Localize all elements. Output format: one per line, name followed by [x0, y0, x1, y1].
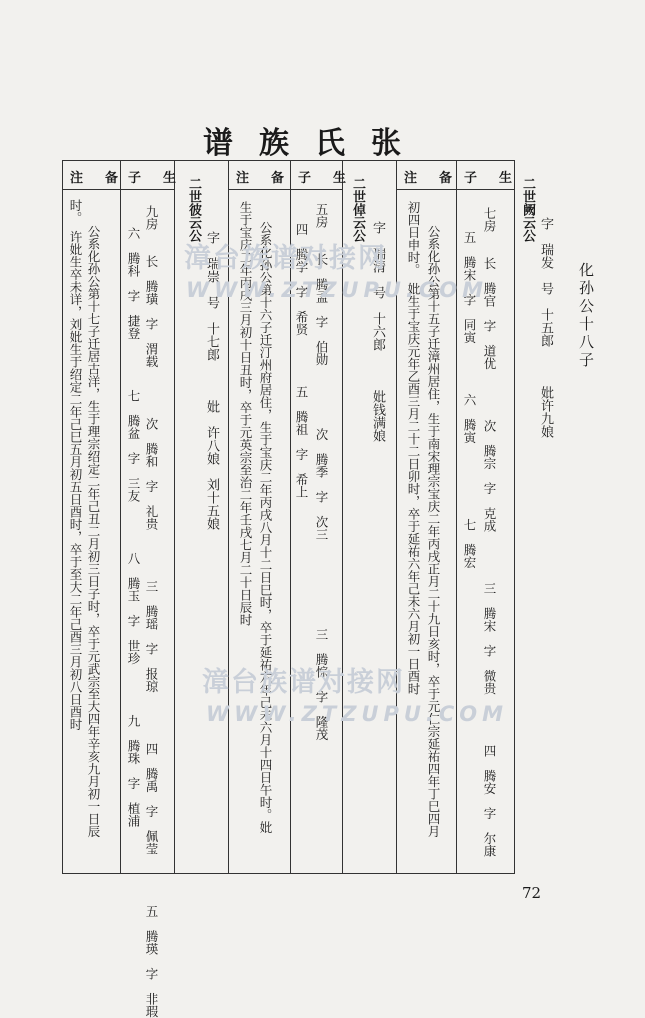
entry-notes-line-1: 时。 许妣生卒未详，刘妣生于绍定二年己巳五月初五日酉时，卒于至大二年己酉三月初八日酉时 — [68, 199, 83, 731]
entry-generation: 二世倬云公 — [350, 177, 365, 242]
watermark-url: WWW.ZTZUPU.COM — [206, 702, 509, 726]
entry-children-line-1: 五 腾宋 字 同寅 六 腾寅 七 腾宏 — [462, 231, 477, 569]
entry-children-line-0: 九房 长 腾璜 字 渭载 次 腾和 字 礼贵 三 腾瑶 字 报琼 四 腾禹 字 佩莹 五 腾瑛 字 非瑕 — [144, 205, 159, 1018]
entry-generation: 二世阙云公 — [520, 177, 535, 242]
entry-notes-line-1: 生于宝庆二年丙戌三月初十日丑时，卒于元英宗至治二年壬戌七月二十日辰时 — [238, 201, 253, 626]
entry-children-line-0: 五房 长 腾孟 字 伯勋 次 腾季 字 次三 三 腾悰 字 隆茂 — [314, 203, 329, 741]
children-header: 子生 — [464, 171, 535, 186]
notes-header: 注备 — [404, 171, 475, 186]
watermark-text: 漳台族谱对接网 — [184, 243, 387, 274]
watermark-url: WWW.ZTZUPU.COM — [186, 278, 489, 302]
children-header: 子生 — [298, 171, 369, 186]
entry-generation: 二世彼云公 — [186, 177, 201, 242]
entry-notes-line-0: 公系化孙公第十七子迁居古洋，生于理宗绍定二年己丑二月初三日子时，卒于元武宗至大四年辛亥九月初一日辰 — [86, 225, 101, 838]
side-title: 化孙公十八子 — [577, 262, 595, 370]
entry-notes-line-0: 公系化孙公第十五子迁漳州居住，生于南宋理宗宝庆二年丙戌正月二十九日亥时，卒于元仁宗延祐四年丁巳四月 — [426, 225, 441, 838]
entry-name-line: 字 瑞发 号 十五郎 妣许九娘 — [538, 217, 553, 438]
entry-children-line-0: 七房 长 腾官 字 道优 次 腾宗 字 克成 三 腾宋 字 微贵 四 腾安 字 尔康 — [482, 207, 497, 857]
notes-header: 注备 — [236, 171, 307, 186]
page-number: 72 — [522, 884, 542, 902]
entry-notes-line-0: 公系化孙公第十六子迁汀州府居住，生于宝庆二年丙戌八月十二日巳时，卒于延祐六年己未六月十四日午时。妣 — [258, 221, 273, 834]
entry-children-line-1: 四 腾学 字 希贤 五 腾祖 字 希上 — [294, 223, 309, 498]
notes-header: 注备 — [70, 171, 141, 186]
entry-name-line: 字 瑞崇 号 十七郎 妣 许八娘 刘十五娘 — [204, 231, 219, 530]
entry-notes-line-1: 初四日申时。 妣生于宝庆元年乙酉三月二十二日卯时，卒于延祐六年己未六月初一日酉时 — [406, 201, 421, 695]
children-header: 子生 — [128, 171, 199, 186]
entry-children-line-1: 六 腾科 字 捷登 七 腾盆 字 三友 八 腾玉 字 世珍 九 腾珠 字 植浦 — [126, 227, 141, 827]
page-title: 谱族氏张 — [203, 126, 427, 161]
watermark-text: 漳台族谱对接网 — [202, 667, 405, 698]
entry-name-line: 字 瑞清 号 十六郎 妣钱满娘 — [370, 221, 385, 442]
